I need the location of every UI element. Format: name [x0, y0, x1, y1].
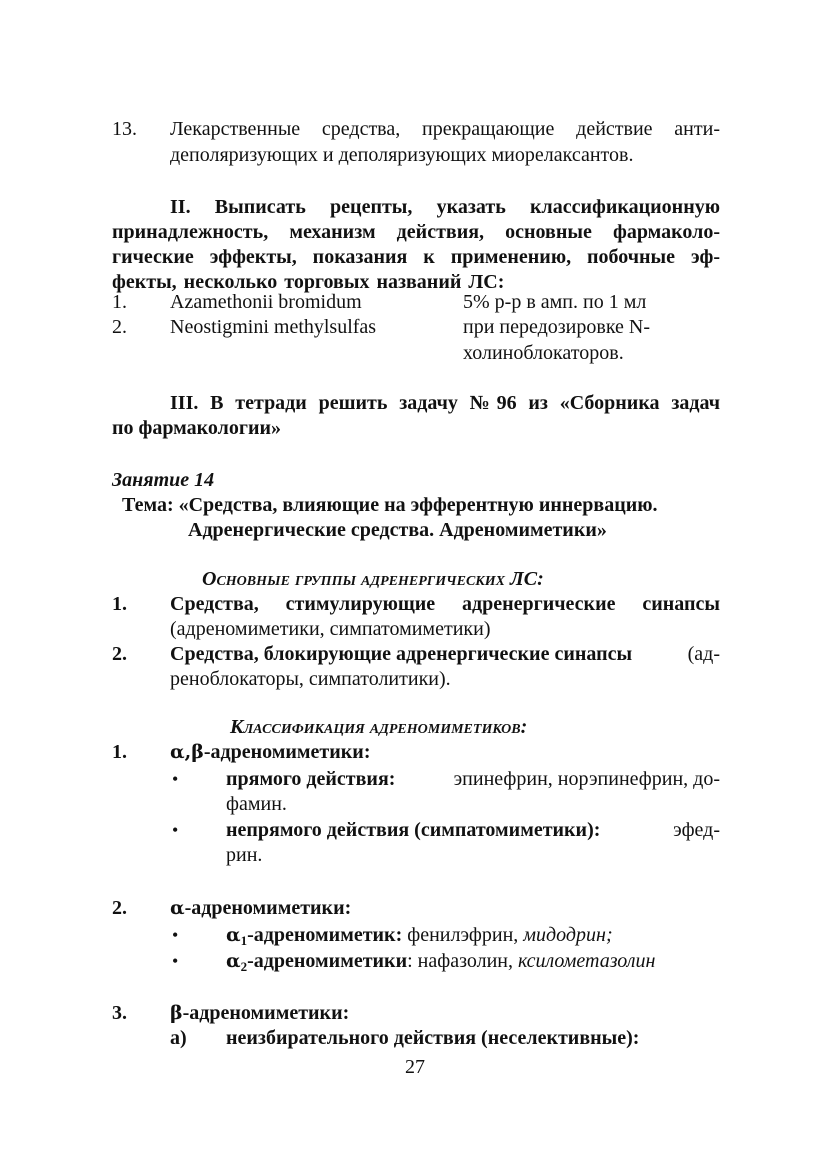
groups-heading: Основные группы адренергических ЛС: — [202, 568, 544, 590]
class-1-sub2 — [226, 817, 720, 843]
group-2-bold: Средства, блокирующие адренергические синапсы — [170, 643, 633, 665]
class-2-sub1-italic: мидодрин; — [523, 924, 613, 946]
section-3-line1: III. В тетради решить задачу №96 из «Сборника задач — [170, 392, 720, 414]
class-2-label: -адреномиметики: — [184, 897, 352, 919]
bullet-icon: • — [172, 951, 179, 971]
drug-2-note-cont: холиноблокаторов. — [463, 342, 624, 364]
class-2-heading — [170, 895, 351, 921]
group-2-line — [170, 641, 720, 667]
group-1-normal: (адреномиметики, симпатомиметики) — [170, 618, 491, 640]
alpha-symbol: α — [226, 924, 241, 946]
section-3-line2: по фармакологии» — [112, 417, 282, 439]
class-2-sub2-italic: ксилометазолин — [517, 950, 656, 972]
drug-2-note: при передозировке N- — [463, 316, 651, 338]
drug-1-name: Azamethonii bromidum — [170, 291, 362, 313]
class-3-label: -адреномиметики: — [182, 1002, 350, 1024]
class-1-number: 1. — [112, 741, 127, 763]
class-1-sub1-bold: прямого действия: — [226, 768, 396, 790]
drug-2-number: 2. — [112, 316, 127, 338]
lesson-topic-line1: Тема: «Средства, влияющие на эфферентную иннервацию. — [122, 494, 658, 516]
class-2-sub1-text: фенилэфрин, — [407, 924, 519, 946]
class-1-heading — [170, 739, 370, 765]
bullet-icon: • — [172, 820, 179, 840]
bullet-icon: • — [172, 925, 179, 945]
group-2-number: 2. — [112, 643, 127, 665]
item-13-number: 13. — [112, 118, 137, 140]
item-13-line1: Лекарственные средства, прекращающие действие анти- — [170, 118, 720, 140]
page-number: 27 — [405, 1056, 425, 1078]
section-2-line4: фекты, несколько торговых названий ЛС: — [112, 271, 505, 293]
classification-heading: Классификация адреномиметиков: — [230, 716, 528, 738]
item-13-line2: деполяризующих и деполяризующих миорелаксантов. — [170, 144, 634, 166]
class-3-sub-letter: а) — [170, 1027, 187, 1049]
section-2-line2: принадлежность, механизм действия, основные фармаколо- — [112, 221, 720, 243]
subscript-index: 2 — [240, 959, 248, 974]
class-1-sub1-cont: фамин. — [226, 793, 287, 815]
class-2-sub2 — [226, 948, 655, 974]
class-2-sub2-text: : нафазолин, — [407, 950, 513, 972]
group-1-number: 1. — [112, 593, 127, 615]
group-2-normal: реноблокаторы, симпатолитики). — [170, 668, 451, 690]
beta-symbol: β — [170, 1002, 183, 1024]
drug-1-note: 5% р-р в амп. по 1 мл — [463, 291, 647, 313]
lesson-topic-line2: Адренергические средства. Адреномиметики» — [188, 519, 607, 541]
class-3-number: 3. — [112, 1002, 127, 1024]
alpha-symbol: α — [226, 950, 241, 972]
group-2-tail: (ад- — [687, 643, 720, 665]
bullet-icon: • — [172, 769, 179, 789]
drug-2-name: Neostigmini methylsulfas — [170, 316, 377, 338]
class-3-sub-text: неизбирательного действия (неселективные): — [226, 1027, 640, 1049]
class-1-sub1 — [226, 766, 720, 792]
class-2-number: 2. — [112, 897, 127, 919]
class-1-sub2-cont: рин. — [226, 844, 263, 866]
section-2-line1: II. Выписать рецепты, указать классификационную — [170, 196, 720, 218]
drug-1-number: 1. — [112, 291, 127, 313]
lesson-label: Занятие 14 — [112, 469, 215, 491]
class-3-heading — [170, 1000, 349, 1026]
class-2-sub1-bold: -адреномиметик: — [247, 924, 403, 946]
class-1-sub2-text: эфед- — [673, 819, 720, 841]
class-2-sub2-bold: -адреномиметики — [247, 950, 408, 972]
group-1-bold: Средства, стимулирующие адренергические синапсы — [170, 593, 720, 615]
subscript-index: 1 — [240, 933, 248, 948]
class-1-sub2-bold: непрямого действия (симпатомиметики): — [226, 819, 601, 841]
section-2-line3: гические эффекты, показания к применению, побочные эф- — [112, 246, 720, 268]
class-1-sub1-text: эпинефрин, норэпинефрин, до- — [453, 768, 720, 790]
alpha-symbol: α — [170, 897, 185, 919]
class-1-label: -адреномиметики: — [203, 741, 371, 763]
class-2-sub1 — [226, 922, 613, 948]
alpha-beta-symbol: α,β — [170, 741, 204, 763]
